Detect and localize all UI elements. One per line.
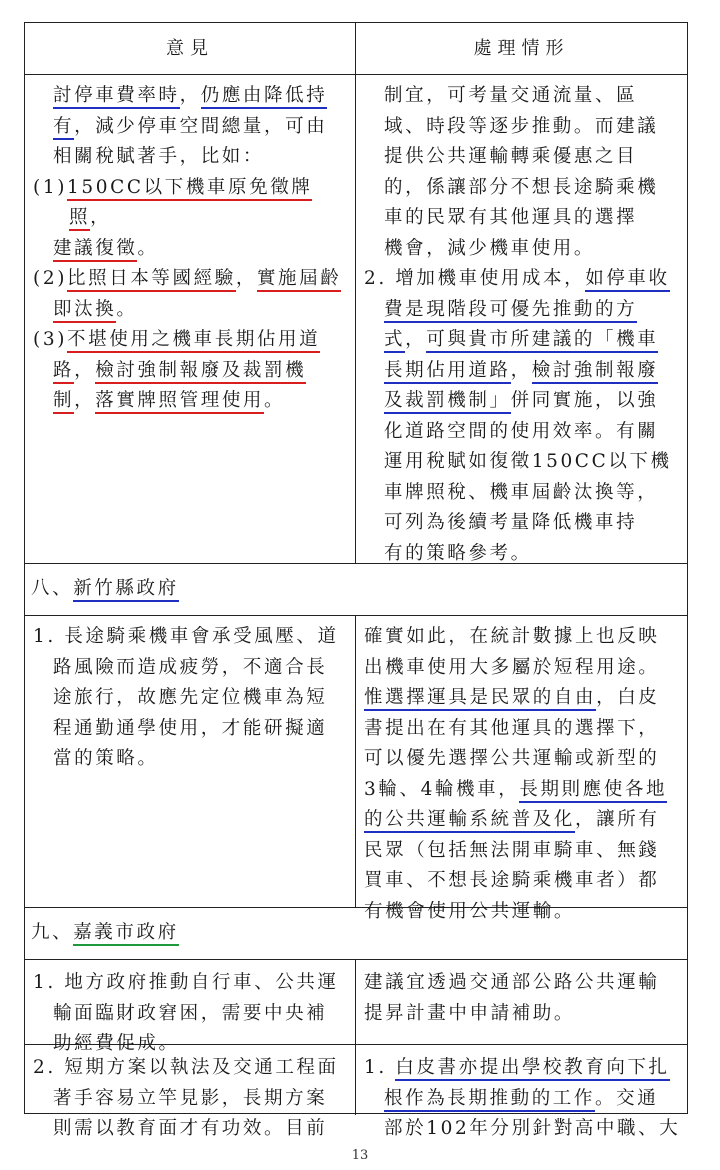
text-line [364,234,683,265]
table-header-row [25,23,687,75]
text-segment: 有機會使用公共運輸。 [364,900,576,922]
section-title: 嘉義市政府 [73,922,179,946]
text-segment: 制宜，可考量交通流量、區 [384,85,638,106]
underlined-text: 討停車費率時 [53,85,180,109]
text-segment: 民眾（包括無法開車騎車、無錢 [364,839,660,861]
text-segment: 提昇計畫中申請補助。 [364,1002,576,1024]
underlined-text: 即汰換 [53,299,116,323]
text-segment: 輸面臨財政窘困，需要中央補 [53,1002,328,1024]
underlined-text: 長期佔用道路 [384,360,511,384]
text-line [364,325,683,356]
text-line [33,356,351,387]
underlined-text: 仍應由降低持 [201,85,328,109]
underlined-text: 路 [53,360,74,384]
text-segment: 可列為後續考量降低機車持 [384,512,638,533]
section-prefix: 九、 [31,922,74,943]
underlined-text: 建議復徵 [53,238,137,262]
text-segment: ， [74,390,96,411]
text-line [33,653,351,684]
text-segment: 當的策略。 [53,748,159,769]
text-line [364,264,683,295]
text-line [33,325,351,356]
text-segment: 途旅行，故應先定位機車為短 [53,687,328,708]
text-segment: 部於102年分別針對高中職、大 [384,1118,681,1139]
handling-cell [356,616,687,922]
text-line [364,356,683,387]
text-segment: 機會，減少機車使用。 [384,237,596,259]
text-line [364,173,683,204]
handling-cell [356,75,687,563]
text-line [33,744,351,775]
text-line [33,1084,351,1115]
text-segment: 1. [364,1057,396,1078]
text-line [33,81,351,112]
text-segment: 的，係讓部分不想長途騎乘機 [384,176,659,198]
text-segment: ， [510,359,532,381]
text-line [364,775,683,806]
table-row-chiayi-2 [25,1045,687,1139]
table-row-hsinchu-1 [25,616,687,922]
text-segment: 相關稅賦著手，比如： [53,146,265,167]
underlined-text: 費是現階段可優先推動的方 [384,299,637,323]
page-number: 13 [351,1148,369,1163]
handling-cell [356,1045,687,1139]
table-row-continued [25,75,687,564]
text-segment: (3) [33,329,68,350]
underlined-text: 不堪使用之機車長期佔用道 [67,329,320,353]
underlined-text: 有 [53,116,74,140]
text-line [364,1114,683,1145]
text-line [33,386,351,417]
underlined-text: 及裁罰機制」 [384,390,511,414]
text-line [364,999,683,1030]
text-segment: ， [405,329,427,350]
text-segment: 買車、不想長途騎乘機車者）都 [364,870,660,891]
text-segment: 助經費促成。 [53,1033,180,1054]
text-line [364,744,683,775]
text-segment: 3輪、4輪機車， [364,778,520,800]
text-segment: 2. 增加機車使用成本， [364,268,586,289]
text-line [364,1053,683,1084]
text-line [364,968,683,999]
underlined-text: 惟選擇運具是民眾的自由 [364,687,596,711]
section-header-hsinchu [25,564,687,616]
text-segment: (1) [33,176,68,198]
underlined-text: 根作為長期推動的工作 [384,1088,595,1112]
text-line [33,714,351,745]
opinion-cell [25,616,356,907]
text-segment: 。 [137,237,159,259]
text-segment: ， [235,268,257,289]
underlined-text: 150CC以下機車原免徵牌照 [67,177,312,232]
underlined-text: 制 [53,390,74,414]
text-line [364,836,683,867]
text-line [33,264,351,295]
text-line [33,1114,351,1145]
text-segment: 2. 短期方案以執法及交通工程面 [33,1057,339,1078]
text-segment: 。交通 [595,1087,659,1109]
text-line [364,417,683,448]
text-line [364,81,683,112]
text-segment: 運用稅賦如復徵150CC以下機 [384,451,672,472]
text-line [33,683,351,714]
text-segment: 提供公共運輸轉乘優惠之目 [384,146,638,167]
opinion-cell [25,75,356,563]
text-line [364,805,683,836]
section-header-chiayi [25,908,687,960]
text-segment: 可以優先選擇公共運輸或新型的 [364,748,660,769]
underlined-text: 式 [384,329,405,353]
handling-cell [356,960,687,1044]
text-line [364,112,683,143]
text-segment: ， [74,359,96,381]
section-prefix: 八、 [31,578,74,599]
section-title: 新竹縣政府 [73,578,179,602]
text-line [364,142,683,173]
text-line [33,295,351,326]
underlined-text: 實施屆齡 [257,268,341,292]
text-segment: 。 [116,298,138,320]
text-segment: ， [179,85,201,106]
opinion-cell [25,960,356,1054]
text-line [364,295,683,326]
underlined-text: 如停車收 [585,268,669,292]
underlined-text: 的公共運輸系統普及化 [364,809,575,833]
text-line [364,714,683,745]
text-line [33,1053,351,1084]
text-segment: 書提出在有其他運具的選擇下， [364,717,660,739]
text-segment: 1. 長途騎乘機車會承受風壓、道 [33,626,339,647]
underlined-text: 落實牌照管理使用 [95,390,264,414]
text-segment: 車的民眾有其他運具的選擇 [384,207,638,228]
text-segment: 確實如此，在統計數據上也反映 [364,626,660,647]
text-segment: ，讓所有 [575,809,660,830]
text-segment: 建議宜透過交通部公路公共運輸 [364,972,660,993]
text-line [364,683,683,714]
text-segment: 程通勤通學使用，才能研擬適 [53,717,328,739]
header-opinion: 意見 [25,23,356,74]
underlined-text: 長期則應使各地 [519,779,667,803]
text-segment: 路風險而造成疲勞，不適合長 [53,656,328,678]
text-segment: ， [90,207,112,228]
text-segment: 。 [264,390,286,411]
underlined-text: 檢討強制報廢 [532,360,659,384]
underlined-text: 檢討強制報廢及裁罰機 [95,360,306,384]
opinion-response-table [24,22,688,1139]
text-segment: 化道路空間的使用效率。有關 [384,420,659,442]
underlined-text: 白皮書亦提出學校教育向下扎 [395,1057,669,1081]
text-line [33,622,351,653]
header-handling: 處理情形 [473,38,570,59]
text-segment: (2) [33,268,68,289]
opinion-cell [25,1045,356,1139]
text-segment: ，減少停車空間總量，可由 [74,115,328,137]
text-line [364,386,683,417]
table-row-chiayi-1 [25,960,687,1054]
text-segment: 1. 地方政府推動自行車、公共運 [33,972,339,993]
text-line [364,866,683,897]
text-segment: 著手容易立竿見影，長期方案 [53,1087,328,1109]
text-segment: 併同實施，以強 [510,390,659,411]
text-segment: 有的策略參考。 [384,542,532,564]
text-line [364,622,683,653]
text-segment: 域、時段等逐步推動。而建議 [384,115,659,137]
text-line [364,508,683,539]
text-line [33,234,351,265]
text-line [364,653,683,684]
text-line [33,173,351,234]
text-line [33,999,351,1030]
text-segment: 則需以教育面才有功效。目前 [53,1118,328,1139]
text-line [364,203,683,234]
text-line [33,968,351,999]
underlined-text: 比照日本等國經驗 [67,268,236,292]
text-line [33,112,351,143]
text-line [364,1084,683,1115]
text-line [33,142,351,173]
text-segment: 車牌照稅、機車屆齡汰換等， [384,481,659,503]
underlined-text: 可與貴市所建議的「機車 [426,329,658,353]
text-segment: 出機車使用大多屬於短程用途。 [364,656,660,678]
text-line [364,478,683,509]
text-line [364,447,683,478]
text-segment: ，白皮 [596,687,660,708]
